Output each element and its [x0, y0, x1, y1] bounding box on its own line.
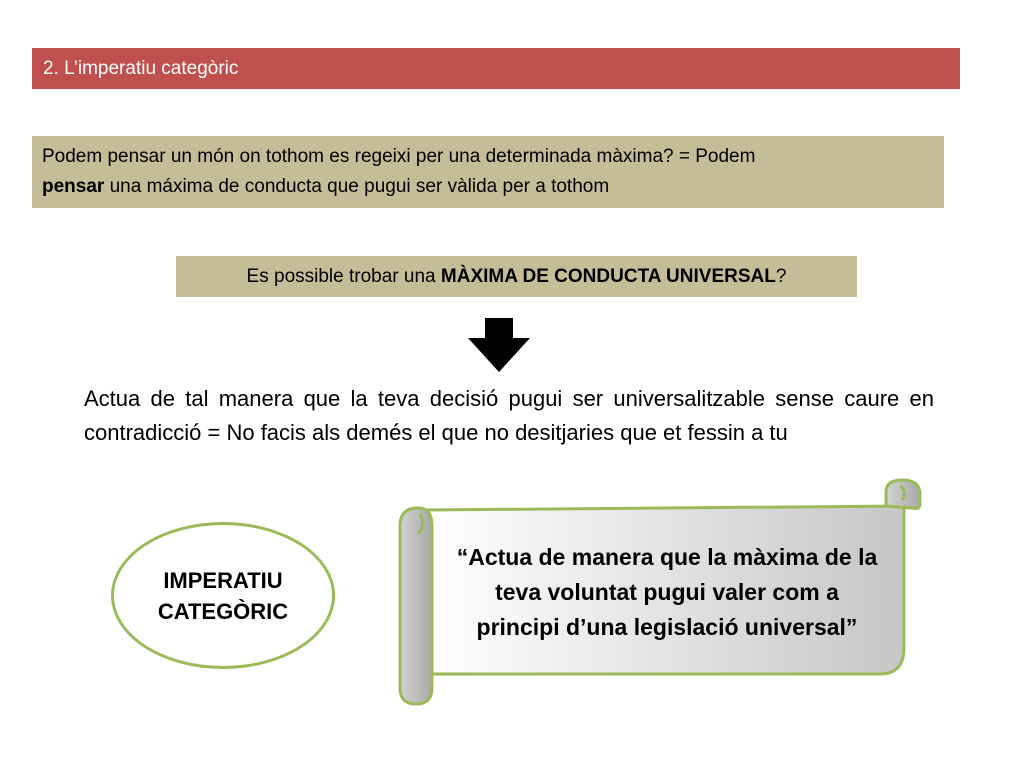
quote-line-3: principi d’una legislació universal” [476, 614, 858, 640]
quote-line-2: teva voluntat pugui valer com a [495, 579, 839, 605]
section-title: 2. L’imperatiu categòric [43, 58, 239, 79]
question-bold-word: pensar [42, 176, 105, 197]
universal-suffix: ? [775, 266, 787, 287]
ellipse-line-1: IMPERATIU [163, 567, 283, 593]
section-title-bar [32, 48, 960, 89]
universal-bold: MÀXIMA DE CONDUCTA UNIVERSAL [440, 266, 776, 287]
universal-prefix: Es possible trobar una [246, 266, 441, 287]
ellipse-line-2: CATEGÒRIC [157, 598, 289, 624]
question-line-2-rest: una máxima de conducta que pugui ser vàlida per a tothom [104, 176, 610, 197]
main-statement: Actua de tal manera que la teva decisió pugui ser universalitzable sense caure en contradicció = No facis als demés el que no desitjaries que et fessin a tu [84, 386, 934, 445]
quote-line-1: “Actua de manera que la màxima de la [456, 544, 878, 570]
question-box [32, 136, 944, 208]
down-arrow-icon [468, 318, 530, 372]
categorical-imperative-quote [432, 540, 902, 645]
question-line-1: Podem pensar un món on tothom es regeixi per una determinada màxima? = Podem [42, 146, 756, 167]
imperative-ellipse [111, 522, 335, 669]
universal-maxim-box [176, 256, 857, 297]
question-line-2 [42, 172, 934, 202]
